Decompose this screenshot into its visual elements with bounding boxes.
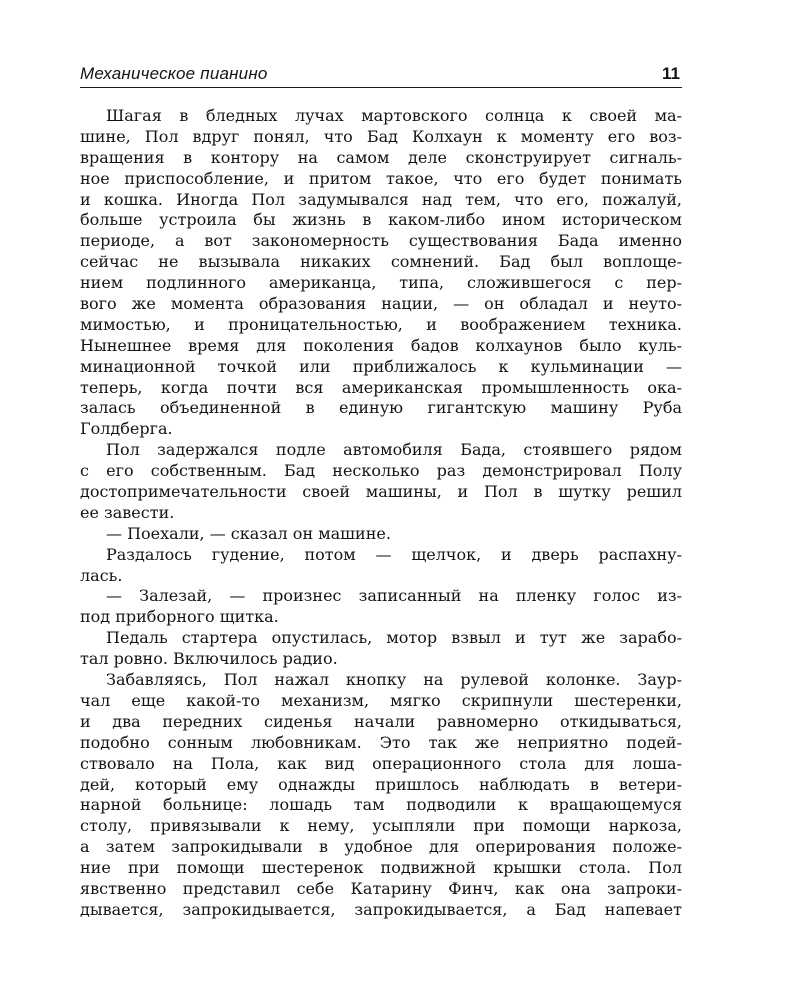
running-title: Механическое пианино (80, 64, 268, 83)
book-page (80, 60, 682, 921)
text-line: а затем запрокидывали в удобное для оперирования положе- (80, 837, 682, 857)
text-line: больше устроила бы жизнь в каком-либо ином историческом (80, 210, 682, 230)
text-line: Пол задержался подле автомобиля Бада, стоявшего рядом (106, 440, 682, 460)
text-line: под приборного щитка. (80, 607, 279, 627)
text-line: чал еще какой-то механизм, мягко скрипнули шестеренки, (80, 690, 682, 710)
text-line: — Поехали, — сказал он машине. (106, 523, 391, 543)
text-line: и кошка. Иногда Пол задумывался над тем, что его, пожалуй, (80, 189, 682, 209)
text-line: вого же момента образования нации, — он обладал и неуто- (80, 294, 682, 314)
text-line: Шагая в бледных лучах мартовского солнца к своей ма- (106, 106, 682, 125)
text-line: сейчас не вызывала никаких сомнений. Бад был воплоще- (80, 252, 682, 272)
text-line: теперь, когда почти вся американская промышленность ока- (80, 377, 682, 397)
text-line: мимостью, и проницательностью, и воображением техника. (80, 314, 682, 334)
text-line: дывается, запрокидывается, запрокидывается, а Бад напевает (80, 899, 682, 919)
text-line: Раздалось гудение, потом — щелчок, и дверь распахну- (106, 544, 682, 564)
body-text (80, 106, 682, 921)
text-line: ее завести. (80, 502, 175, 522)
page-number: 11 (662, 64, 680, 83)
text-line: дей, который ему однажды пришлось наблюдать в ветери- (80, 774, 682, 794)
text-line: ние при помощи шестеренок подвижной крышки стола. Пол (80, 858, 682, 878)
text-line: Нынешнее время для поколения бадов колхаунов было куль- (80, 335, 682, 355)
text-line: достопримечательности своей машины, и Пол в шутку решил (80, 482, 682, 502)
text-line: ное приспособление, и притом такое, что его будет понимать (80, 168, 682, 188)
running-header (80, 60, 682, 88)
text-line: ствовало на Пола, как вид операционного стола для лоша- (80, 753, 682, 773)
text-line: залась объединенной в единую гигантскую машину Руба (80, 398, 682, 418)
text-line: шине, Пол вдруг понял, что Бад Колхаун к моменту его воз- (80, 126, 682, 146)
text-line: вращения в контору на самом деле сконструирует сигналь- (80, 147, 682, 167)
text-line: тал ровно. Включилось радио. (80, 649, 338, 669)
text-line: столу, привязывали к нему, усыпляли при помощи наркоза, (80, 816, 682, 836)
text-line: Педаль стартера опустилась, мотор взвыл и тут же зарабо- (106, 628, 682, 648)
text-line: периоде, а вот закономерность существования Бада именно (80, 231, 682, 251)
text-line: минационной точкой или приближалось к кульминации — (80, 356, 682, 376)
text-line: подобно сонным любовникам. Это так же неприятно подей- (80, 732, 682, 752)
text-line: с его собственным. Бад несколько раз демонстрировал Полу (80, 461, 682, 481)
text-line: — Залезай, — произнес записанный на пленку голос из- (106, 586, 682, 606)
text-line: Забавляясь, Пол нажал кнопку на рулевой колонке. Заур- (106, 670, 682, 690)
text-line: нием подлинного американца, типа, сложившегося с пер- (80, 273, 682, 293)
text-line: явственно представил себе Катарину Финч, как она запроки- (80, 878, 682, 898)
text-line: и два передних сиденья начали равномерно откидываться, (80, 711, 682, 731)
text-line: Голдберга. (80, 419, 173, 439)
text-line: нарной больнице: лошадь там подводили к вращающемуся (80, 795, 682, 815)
text-line: лась. (80, 565, 123, 585)
